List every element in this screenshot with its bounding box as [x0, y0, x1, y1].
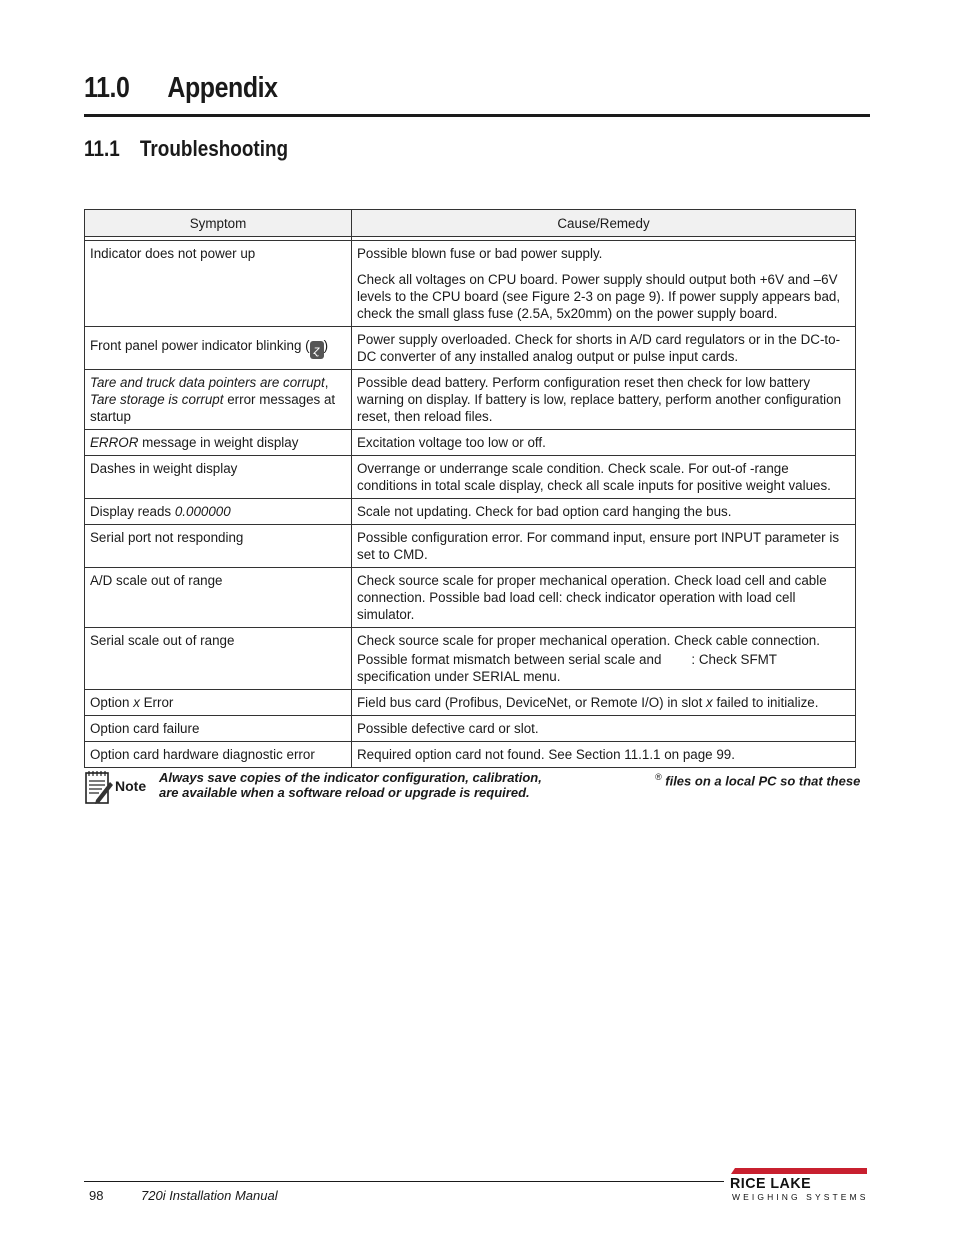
table-row — [85, 456, 856, 499]
cause-text: Excitation voltage too low or off. — [357, 435, 546, 450]
symptom-text: Dashes in weight display — [90, 461, 238, 476]
cause-cell — [352, 568, 856, 628]
symptom-text: Indicator does not power up — [90, 246, 256, 261]
rice-lake-logo — [728, 1165, 870, 1205]
cause-text: Overrange or underrange scale condition. Check scale. For out-of -range conditions in total scale display, check all scale inputs for positive weight values. — [357, 461, 831, 493]
table-row — [85, 430, 856, 456]
table-row — [85, 499, 856, 525]
cause-cell — [352, 742, 856, 768]
symptom-text: Serial port not responding — [90, 530, 244, 545]
cause-text: Possible blown fuse or bad power supply. — [357, 246, 603, 261]
cause-text: Check source scale for proper mechanical operation. Check load cell and cable connection. Possible bad load cell: check indicator operation with load cell simulator. — [357, 573, 827, 622]
table-row — [85, 370, 856, 430]
symptom-text: ) — [323, 338, 329, 353]
section-number: 11.1 — [84, 136, 120, 161]
cause-text: Check source scale for proper mechanical operation. Check cable connection. — [357, 633, 820, 648]
cause-cell — [352, 628, 856, 690]
symptom-cell — [85, 430, 352, 456]
chapter-divider — [84, 114, 870, 117]
symptom-text: Display reads — [90, 504, 175, 519]
note-text — [159, 770, 871, 800]
cause-cell — [352, 370, 856, 430]
symptom-text: Tare and truck data pointers are corrupt — [90, 375, 325, 390]
symptom-cell — [85, 628, 352, 690]
note-line-1-tail — [655, 770, 860, 788]
symptom-text: x — [133, 695, 140, 710]
cause-cell — [352, 430, 856, 456]
symptom-cell — [85, 690, 352, 716]
page-number: 98 — [89, 1188, 104, 1203]
cause-cell — [352, 327, 856, 370]
note-label: Note — [115, 778, 147, 794]
symptom-cell — [85, 742, 352, 768]
cause-cell — [352, 525, 856, 568]
troubleshooting-table — [84, 209, 856, 768]
symptom-cell — [85, 716, 352, 742]
cause-cell — [352, 456, 856, 499]
cause-text: Scale not updating. Check for bad option card hanging the bus. — [357, 504, 732, 519]
cause-text: x — [706, 695, 713, 710]
logo-wordmark: RICE LAKE — [730, 1175, 812, 1192]
table-row — [85, 742, 856, 768]
symptom-text: Front panel power indicator blinking ( — [90, 338, 310, 353]
power-blink-icon: ɀ — [310, 341, 324, 359]
logo-subtitle: WEIGHING SYSTEMS — [732, 1192, 869, 1202]
chapter-heading — [84, 72, 278, 105]
chapter-number: 11.0 — [84, 72, 130, 104]
section-title: Troubleshooting — [139, 136, 289, 161]
cause-text-part: : Check SFMT specification under SERIAL menu. — [357, 652, 777, 684]
chapter-title: Appendix — [167, 72, 278, 104]
cause-text: failed to initialize. — [712, 695, 819, 710]
symptom-header: Symptom — [85, 210, 352, 237]
symptom-text: Error — [139, 695, 174, 710]
cause-text: Possible dead battery. Perform configuration reset then check for low battery warning on display. If battery is low, replace battery, perform another configuration reset, then reload files. — [357, 375, 842, 424]
cause-text: Possible configuration error. For command input, ensure port INPUT parameter is set to CMD. — [357, 530, 840, 562]
cause-text: Required option card not found. See Section 11.1.1 on page 99. — [357, 747, 735, 762]
notepad-icon — [84, 770, 114, 806]
table-row — [85, 628, 856, 690]
symptom-cell — [85, 456, 352, 499]
symptom-cell — [85, 327, 352, 370]
symptom-cell — [85, 568, 352, 628]
table-row — [85, 690, 856, 716]
cause-text-part: Possible format mismatch between serial scale and — [357, 652, 662, 667]
note-tail-text: files on a local PC so that these — [661, 773, 861, 789]
table-row — [85, 327, 856, 370]
cause-header: Cause/Remedy — [352, 210, 856, 237]
symptom-text: Tare storage is corrupt — [90, 392, 224, 407]
footer-divider — [84, 1181, 724, 1182]
symptom-cell — [85, 525, 352, 568]
note-line-1: Always save copies of the indicator configuration, calibration, — [159, 770, 542, 785]
table-row — [85, 241, 856, 327]
note-callout — [84, 770, 874, 810]
cause-cell — [352, 241, 856, 327]
cause-text: Field bus card (Profibus, DeviceNet, or Remote I/O) in slot — [357, 695, 707, 710]
table-row — [85, 568, 856, 628]
table-header-row — [85, 210, 856, 237]
manual-title: 720i Installation Manual — [141, 1188, 278, 1203]
symptom-cell — [85, 370, 352, 430]
symptom-text: A/D scale out of range — [90, 573, 223, 588]
symptom-text: , — [324, 375, 329, 390]
symptom-text: error messages at startup — [90, 392, 336, 424]
symptom-cell — [85, 499, 352, 525]
cause-text: Possible defective card or slot. — [357, 721, 539, 736]
table-row — [85, 716, 856, 742]
cause-text: Check all voltages on CPU board. Power supply should output both +6V and –6V levels to the CPU board (see Figure 2-3 on page 9). If power supply appears bad, check the small glass fuse (2.5A, 5x20mm) on the power supply board. — [357, 272, 841, 321]
symptom-text: Option card failure — [90, 721, 200, 736]
symptom-text: Serial scale out of range — [90, 633, 235, 648]
symptom-text: Option card hardware diagnostic error — [90, 747, 315, 762]
symptom-text: Option — [90, 695, 134, 710]
note-line-2: are available when a software reload or upgrade is required. — [159, 785, 530, 800]
cause-cell — [352, 716, 856, 742]
symptom-text: message in weight display — [138, 435, 299, 450]
registered-mark: ® — [655, 772, 662, 782]
cause-cell — [352, 690, 856, 716]
symptom-text: 0.000000 — [174, 504, 231, 519]
table-row — [85, 525, 856, 568]
symptom-text: ERROR — [90, 435, 139, 450]
cause-cell — [352, 499, 856, 525]
section-heading — [84, 136, 288, 162]
symptom-cell — [85, 241, 352, 327]
cause-text: Power supply overloaded. Check for shorts in A/D card regulators or in the DC-to-DC converter of any installed analog output or pulse input cards. — [357, 332, 841, 364]
cause-text — [357, 651, 849, 685]
